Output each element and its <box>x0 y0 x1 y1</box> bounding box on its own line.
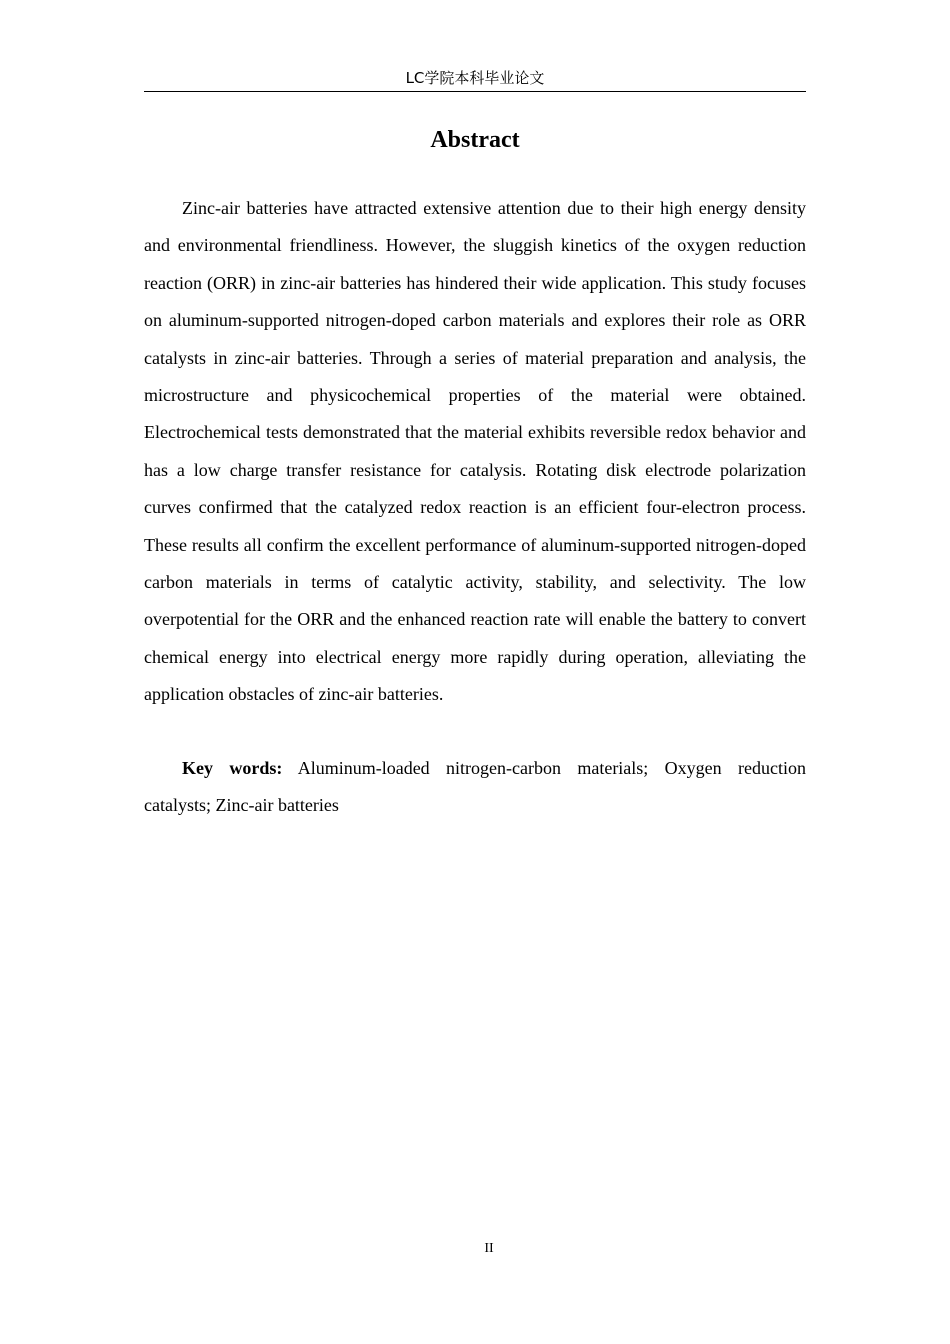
keywords-paragraph <box>144 750 806 825</box>
running-header: LC学院本科毕业论文 <box>405 69 545 87</box>
page-number: II <box>484 1241 494 1256</box>
keywords-label: Key words: <box>182 758 283 778</box>
abstract-body: Zinc-air batteries have attracted extensive attention due to their high energy density and environmental friendliness. However, the sluggish kinetics of the oxygen reduction reaction (ORR) in zinc-air batteries has hindered their wide application. This study focuses on aluminum-supported nitrogen-doped carbon materials and explores their role as ORR catalysts in zinc-air batteries. Through a series of material preparation and analysis, the microstructure and physicochemical properties of the material were obtained. Electrochemical tests demonstrated that the material exhibits reversible redox behavior and has a low charge transfer resistance for catalysis. Rotating disk electrode polarization curves confirmed that the catalyzed redox reaction is an efficient four-electron process. These results all confirm the excellent performance of aluminum-supported nitrogen-doped carbon materials in terms of catalytic activity, stability, and selectivity. The low overpotential for the ORR and the enhanced reaction rate will enable the battery to convert chemical energy into electrical energy more rapidly during operation, alleviating the application obstacles of zinc-air batteries. <box>144 198 806 705</box>
keywords-text: Aluminum-loaded nitrogen-carbon materials; Oxygen reduction catalysts; Zinc-air batteries <box>144 758 806 816</box>
abstract-title: Abstract <box>430 127 520 153</box>
header-divider <box>144 91 806 92</box>
